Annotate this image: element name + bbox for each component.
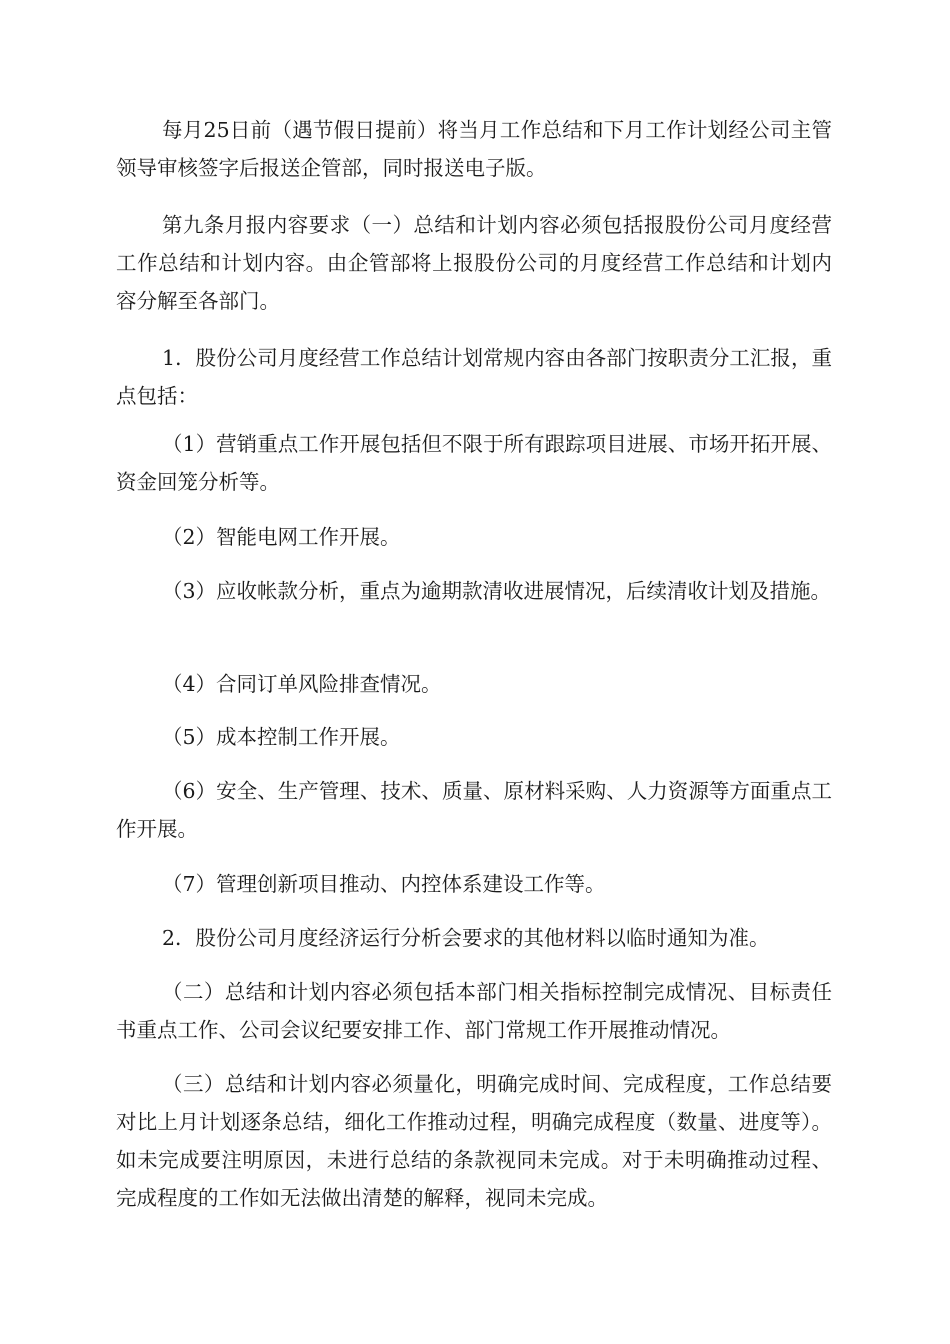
paragraph-subitem-7: （7）管理创新项目推动、内控体系建设工作等。 [162, 872, 606, 896]
paragraph-subitem-1: （1）营销重点工作开展包括但不限于所有跟踪项目进展、市场开拓开展、资金回笼分析等。 [116, 432, 832, 494]
paragraph-item-2: 2．股份公司月度经济运行分析会要求的其他材料以临时通知为准。 [162, 926, 770, 950]
paragraph-subitem-2: （2）智能电网工作开展。 [162, 525, 401, 549]
paragraph-monthly-deadline: 每月25日前（遇节假日提前）将当月工作总结和下月工作计划经公司主管领导审核签字后报送企管部，同时报送电子版。 [116, 118, 832, 180]
paragraph-section-three: （三）总结和计划内容必须量化，明确完成时间、完成程度，工作总结要对比上月计划逐条总结，细化工作推动过程，明确完成程度（数量、进度等）。如未完成要注明原因，未进行总结的条款视同未完成。对于未明确推动过程、完成程度的工作如无法做出清楚的解释，视同未完成。 [116, 1072, 832, 1210]
paragraph-subitem-5: （5）成本控制工作开展。 [162, 725, 401, 749]
paragraph-subitem-4: （4）合同订单风险排查情况。 [162, 672, 442, 696]
paragraph-article-nine: 第九条月报内容要求（一）总结和计划内容必须包括报股份公司月度经营工作总结和计划内容。由企管部将上报股份公司的月度经营工作总结和计划内容分解至各部门。 [116, 213, 832, 313]
paragraph-subitem-6: （6）安全、生产管理、技术、质量、原材料采购、人力资源等方面重点工作开展。 [116, 779, 832, 841]
paragraph-section-two: （二）总结和计划内容必须包括本部门相关指标控制完成情况、目标责任书重点工作、公司会议纪要安排工作、部门常规工作开展推动情况。 [116, 980, 832, 1042]
paragraph-item-1: 1．股份公司月度经营工作总结计划常规内容由各部门按职责分工汇报，重点包括： [116, 346, 832, 408]
paragraph-subitem-3: （3）应收帐款分析，重点为逾期款清收进展情况，后续清收计划及措施。 [162, 579, 832, 603]
